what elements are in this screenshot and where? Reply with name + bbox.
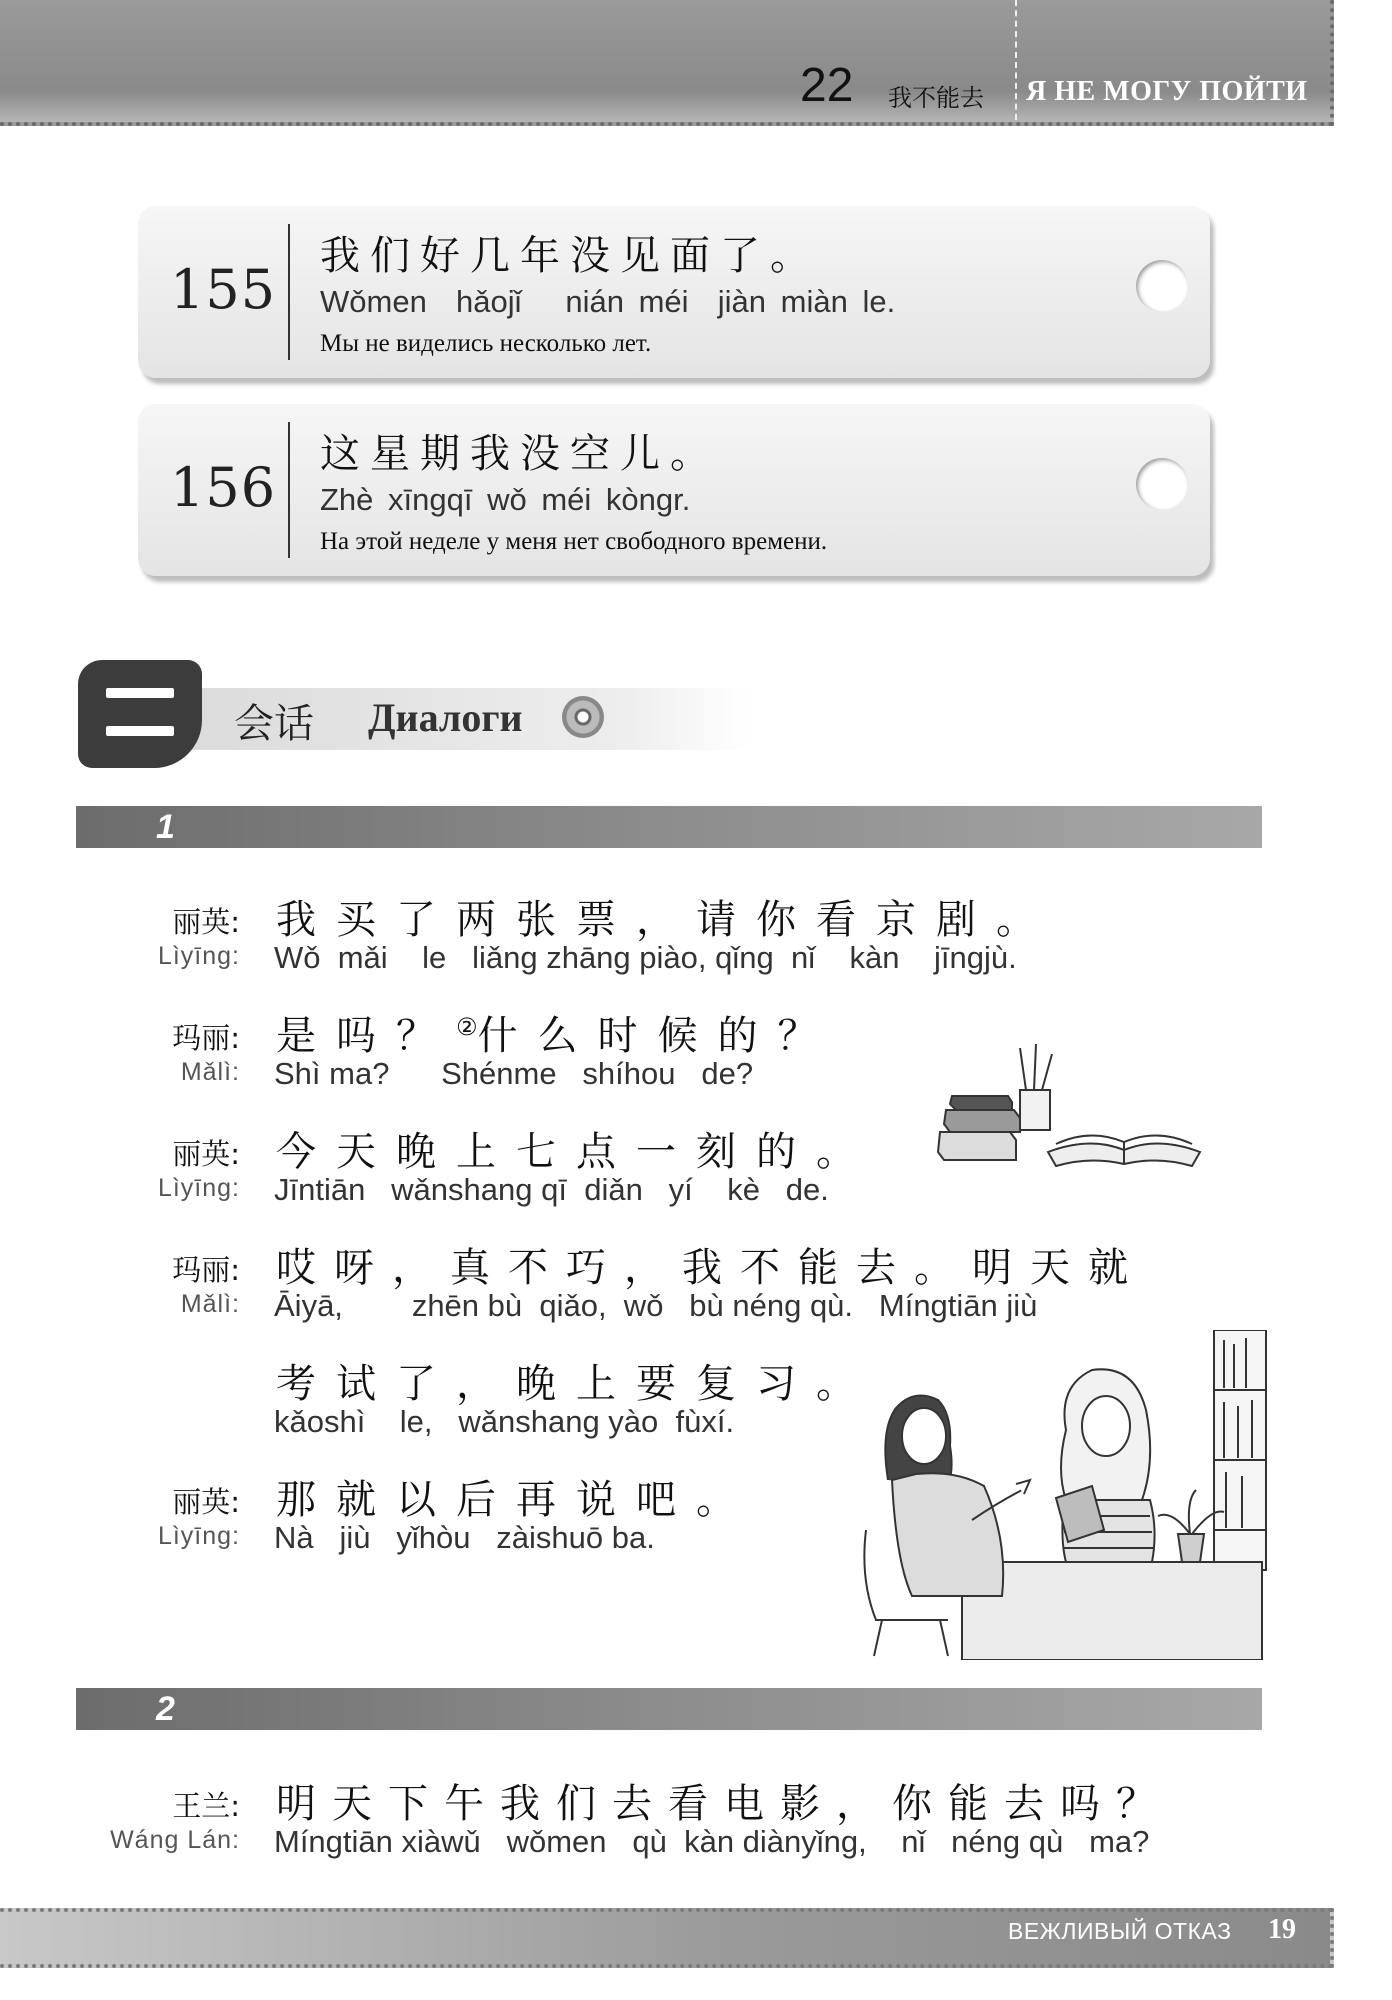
line-hanzi: 考试了，晚上要复习。: [276, 1361, 876, 1407]
section-title-zh: 会话: [234, 701, 314, 747]
line-hanzi: [276, 1004, 838, 1061]
line-hanzi: 明天下午我们去看电影，你能去吗？: [276, 1781, 1172, 1827]
sentence-number: 156: [170, 456, 277, 519]
sentence-hanzi: 我们好几年没见面了。: [320, 233, 820, 279]
sentence-translation: На этой неделе у меня нет свободного времени.: [320, 528, 828, 555]
section-number-stroke: [106, 726, 174, 736]
speaker-pinyin: Wáng Lán:: [110, 1826, 240, 1854]
footnote-marker: ②: [456, 1013, 478, 1041]
line-hanzi: 哎呀，真不巧，我不能去。明天就: [276, 1245, 1146, 1291]
line-pinyin: Míngtiān xiàwǔ wǒmen qù kàn diànyǐng, nǐ néng qù ma?: [274, 1824, 1150, 1859]
speaker-zh: 玛丽:: [172, 1253, 240, 1287]
line-hanzi-part: 是吗？: [276, 1013, 456, 1059]
speaker-zh: 丽英:: [172, 1485, 240, 1519]
card-divider: [288, 224, 290, 360]
dialog-number: 2: [156, 1690, 175, 1728]
dialog-number: 1: [156, 808, 175, 846]
speaker-pinyin: Mǎlì:: [180, 1290, 240, 1318]
lesson-title-zh: 我不能去: [888, 84, 984, 112]
books-illustration: [930, 1040, 1210, 1170]
speaker-pinyin: Lìyīng:: [157, 1522, 240, 1550]
line-hanzi-part: 什么时候的？: [477, 1013, 838, 1059]
speaker-zh: 丽英:: [172, 905, 240, 939]
speaker-pinyin: Lìyīng:: [157, 942, 240, 970]
speaker-pinyin: Mǎlì:: [180, 1058, 240, 1086]
line-pinyin: Āiyā, zhēn bù qiǎo, wǒ bù néng qù. Míngtiān jiù: [274, 1288, 1038, 1323]
line-pinyin: Wǒ mǎi le liǎng zhāng piào, qǐng nǐ kàn jīngjù.: [274, 940, 1017, 975]
line-hanzi: 今天晚上七点一刻的。: [276, 1129, 876, 1175]
cd-icon[interactable]: [562, 696, 604, 738]
page-number: 19: [1268, 1914, 1296, 1945]
section-number-stroke: [106, 688, 174, 698]
card-hole-icon: [1136, 458, 1188, 510]
header-separator: [1015, 0, 1017, 120]
sentence-pinyin: Zhè xīngqī wǒ méi kòngr.: [320, 482, 691, 517]
card-divider: [288, 422, 290, 558]
dialog-bar: [76, 806, 1262, 848]
speaker-zh: 玛丽:: [172, 1021, 240, 1055]
card-hole-icon: [1136, 260, 1188, 312]
speaker-pinyin: Lìyīng:: [157, 1174, 240, 1202]
line-hanzi: 那就以后再说吧。: [276, 1477, 756, 1523]
sentence-hanzi: 这星期我没空儿。: [320, 431, 720, 477]
dialog-bar: [76, 1688, 1262, 1730]
students-illustration: [852, 1330, 1272, 1660]
speaker-zh: 王兰:: [172, 1789, 240, 1823]
section-number-tab: [78, 660, 202, 768]
lesson-number: 22: [800, 59, 854, 112]
line-pinyin: Shì ma? Shénme shíhou de?: [274, 1056, 754, 1091]
line-hanzi: 我买了两张票，请你看京剧。: [276, 897, 1056, 943]
line-pinyin: kǎoshì le, wǎnshang yào fùxí.: [274, 1404, 735, 1439]
line-pinyin: Jīntiān wǎnshang qī diǎn yí kè de.: [274, 1172, 829, 1207]
lesson-title-ru: Я НЕ МОГУ ПОЙТИ: [1026, 76, 1308, 107]
footer-title: ВЕЖЛИВЫЙ ОТКАЗ: [1008, 1918, 1232, 1944]
line-pinyin: Nà jiù yǐhòu zàishuō ba.: [274, 1520, 655, 1555]
sentence-pinyin: Wǒmen hǎojǐ nián méi jiàn miàn le.: [320, 284, 896, 319]
sentence-card: [138, 404, 1210, 576]
sentence-card: [138, 206, 1210, 378]
sentence-number: 155: [170, 258, 277, 321]
sentence-translation: Мы не виделись несколько лет.: [320, 330, 652, 357]
section-title-ru: Диалоги: [368, 695, 523, 740]
speaker-zh: 丽英:: [172, 1137, 240, 1171]
